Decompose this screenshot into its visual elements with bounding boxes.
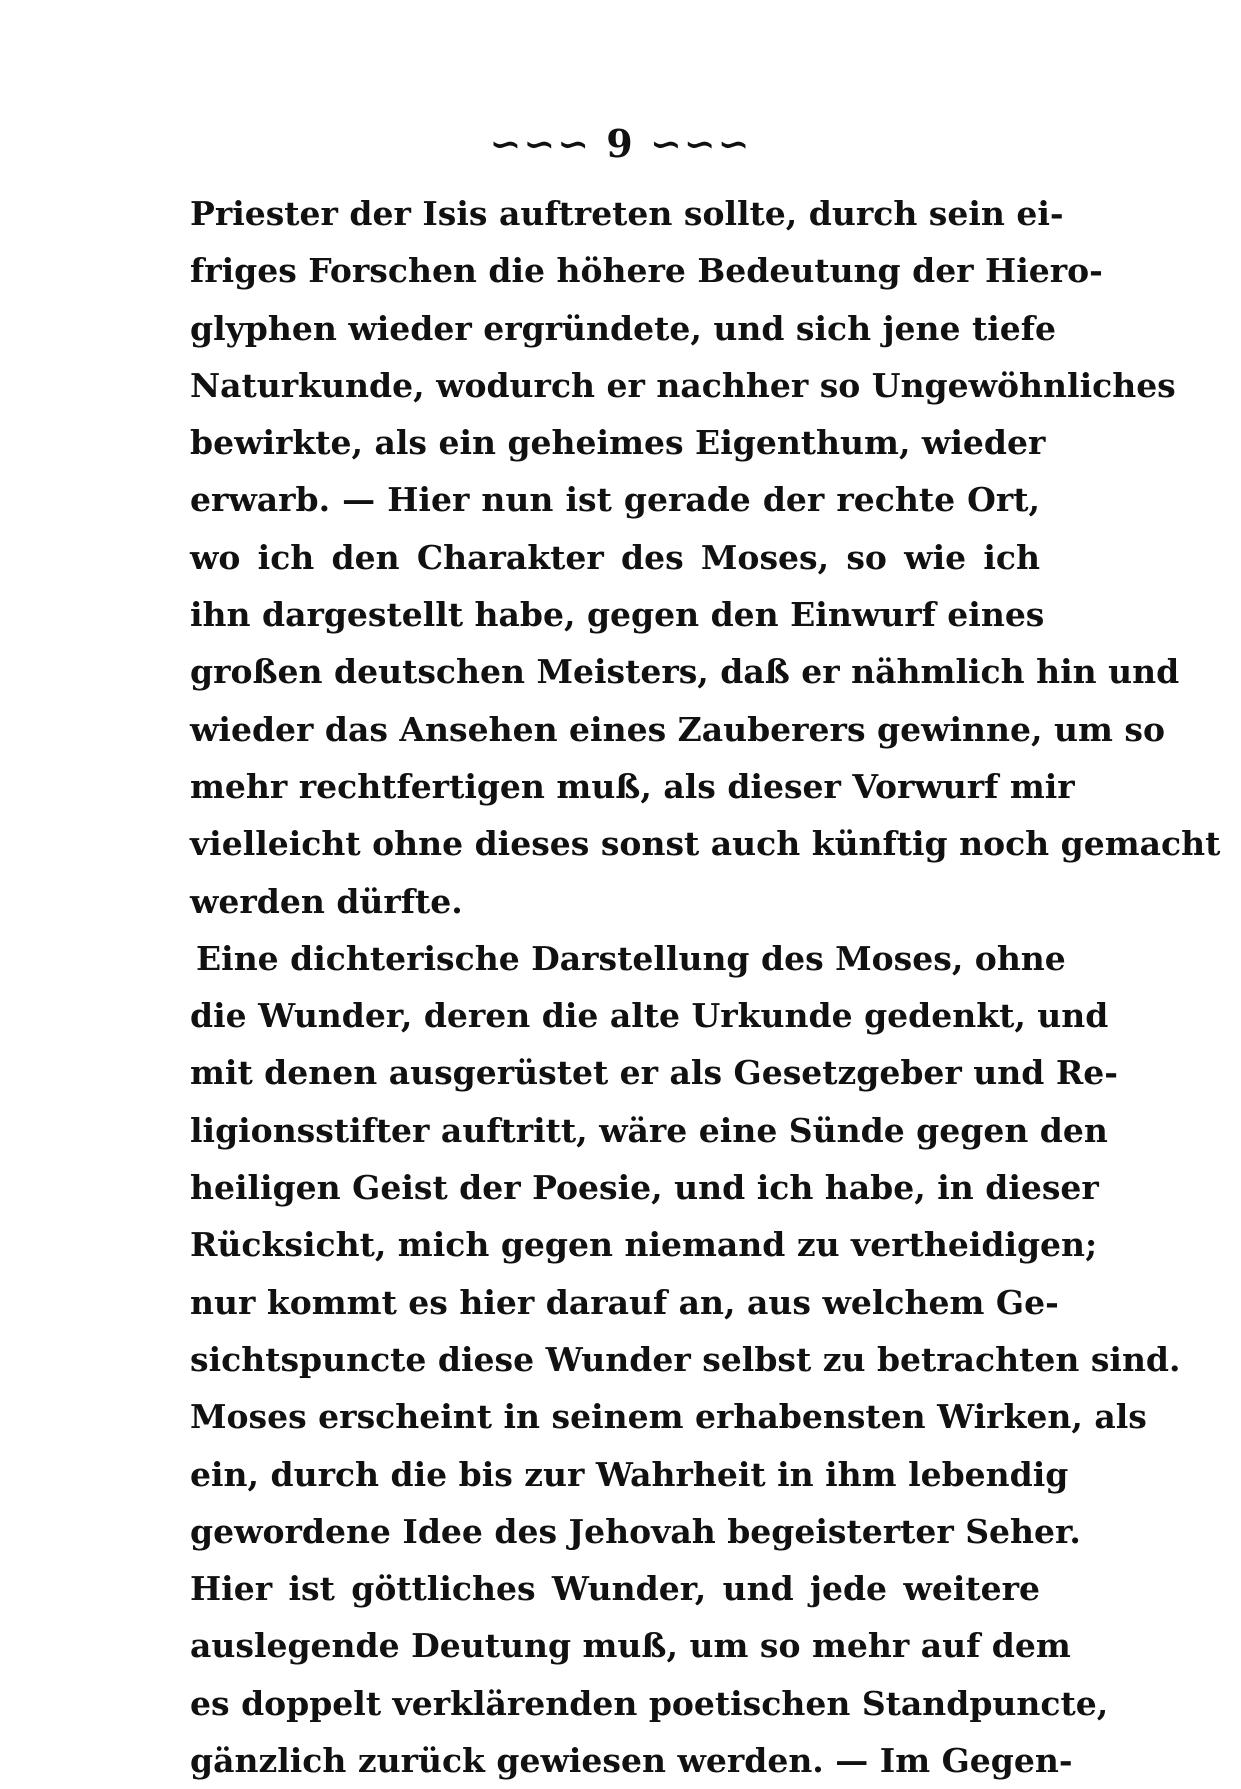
text-line: glyphen wieder ergründete, und sich jene tiefe (190, 308, 1056, 348)
text-line: wo ich den Charakter des Moses, so wie ich (190, 537, 1040, 577)
text-line: vielleicht ohne dieses sonst auch künftig noch gemacht (190, 824, 1221, 864)
text-line: sichtspuncte diese Wunder selbst zu betrachten sind. (190, 1339, 1181, 1379)
text-line: werden dürfte. (190, 881, 463, 921)
text-line: friges Forschen die höhere Bedeutung der Hiero- (190, 251, 1103, 291)
header-ornament-right: ∽∽∽ (634, 121, 752, 166)
text-line: gewordene Idee des Jehovah begeisterter Seher. (190, 1511, 1081, 1551)
text-line: nur kommt es hier darauf an, aus welchem Ge- (190, 1282, 1059, 1322)
text-line: auslegende Deutung muß, um so mehr auf dem (190, 1626, 1071, 1666)
text-line: ihn dargestellt habe, gegen den Einwurf eines (190, 595, 1045, 635)
page-number-header (0, 120, 1241, 168)
text-line: bewirkte, als ein geheimes Eigenthum, wieder (190, 423, 1046, 463)
text-line: erwarb. — Hier nun ist gerade der rechte Ort, (190, 480, 1040, 520)
text-line: Naturkunde, wodurch er nachher so Ungewöhnliches (190, 365, 1176, 405)
text-line: Priester der Isis auftreten sollte, durch sein ei- (190, 194, 1064, 233)
text-line: Moses erscheint in seinem erhabensten Wirken, als (190, 1397, 1147, 1437)
text-line: mit denen ausgerüstet er als Gesetzgeber und Re- (190, 1053, 1118, 1093)
text-line: Rücksicht, mich gegen niemand zu vertheidigen; (190, 1225, 1098, 1265)
text-line: wieder das Ansehen eines Zauberers gewinne, um so (190, 709, 1165, 749)
text-line: Hier ist göttliches Wunder, und jede weitere (190, 1569, 1040, 1609)
text-line: es doppelt verklärenden poetischen Standpuncte, (190, 1683, 1109, 1723)
text-line: heiligen Geist der Poesie, und ich habe, in dieser (190, 1168, 1099, 1208)
text-line: die Wunder, deren die alte Urkunde gedenkt, und (190, 996, 1109, 1036)
header-ornament-left: ∽∽∽ (489, 121, 607, 166)
text-line: Eine dichterische Darstellung des Moses, ohne (196, 938, 1066, 978)
text-line: großen deutschen Meisters, daß er nähmlich hin und (190, 652, 1180, 692)
text-line: gänzlich zurück gewiesen werden. — Im Gegen- (190, 1741, 1073, 1781)
text-line: ligionsstifter auftritt, wäre eine Sünde gegen den (190, 1110, 1108, 1150)
body-text (190, 185, 1221, 1789)
text-line: ein, durch die bis zur Wahrheit in ihm lebendig (190, 1454, 1069, 1494)
text-line: mehr rechtfertigen muß, als dieser Vorwurf mir (190, 766, 1075, 806)
page-number: 9 (606, 121, 635, 166)
